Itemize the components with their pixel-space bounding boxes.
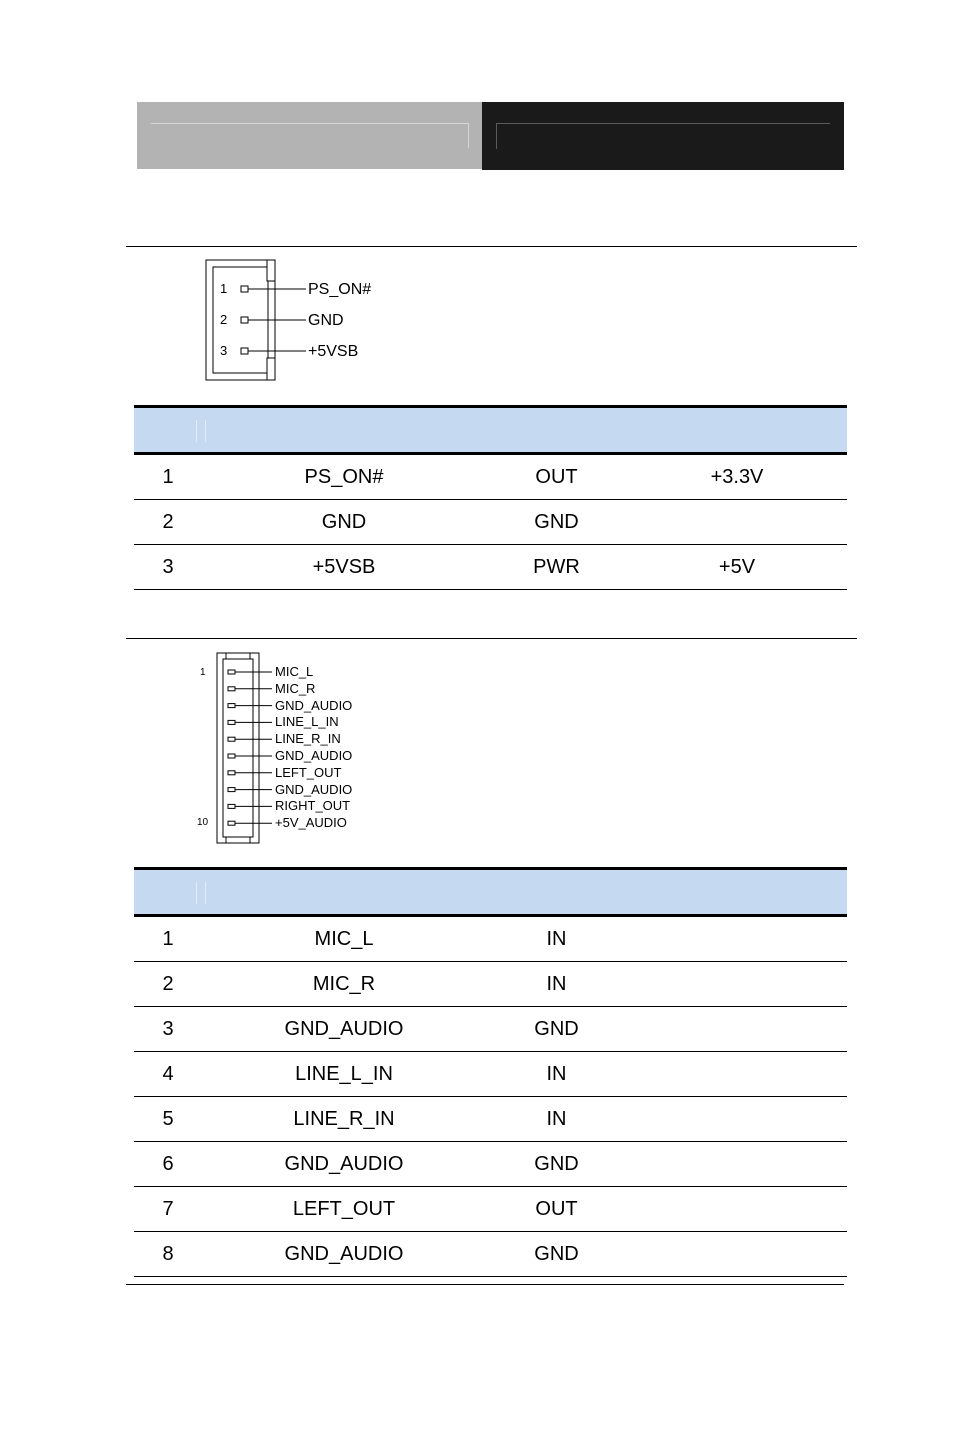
header-banner-right [482,102,844,170]
signal-cell: GND_AUDIO [202,1007,486,1052]
pin-cell: 8 [134,1232,202,1277]
table-header-cell [486,407,627,454]
pin-signal-label: +5VSB [308,343,359,360]
pin-cell: 7 [134,1187,202,1232]
table-row [134,454,847,500]
level-cell [627,500,847,545]
pin-pad [228,821,235,825]
type-cell: OUT [486,1187,627,1232]
table-header-cell [202,869,486,916]
table-row [134,962,847,1007]
pin-number-label: 2 [220,312,228,327]
signal-cell: LINE_L_IN [202,1052,486,1097]
pin-cell: 2 [134,962,202,1007]
footer-divider [126,1284,844,1285]
table-row [134,1097,847,1142]
pin-cell: 5 [134,1097,202,1142]
pin-pad [228,754,235,758]
pin-pad [228,687,235,691]
signal-cell: LEFT_OUT [202,1187,486,1232]
table-row [134,1187,847,1232]
pin-signal-label: GND_AUDIO [275,748,353,763]
level-cell [627,1142,847,1187]
signal-cell: +5VSB [202,545,486,590]
level-cell [627,962,847,1007]
table-row [134,1142,847,1187]
type-cell: GND [486,1142,627,1187]
table-row [134,1052,847,1097]
table-row [134,545,847,590]
pin-signal-label: GND_AUDIO [275,781,353,797]
table-header-row [134,869,847,916]
pin-number-label: 1 [200,667,206,678]
table-header-cell [202,407,486,454]
pin-signal-label: MIC_L [275,664,314,679]
type-cell: GND [486,500,627,545]
signal-cell: GND_AUDIO [202,1232,486,1277]
pin-pad [228,804,235,808]
pin-signal-label: GND [308,312,344,329]
pin-cell: 3 [134,1007,202,1052]
table-row [134,500,847,545]
type-cell: IN [486,1097,627,1142]
pin-signal-label: GND_AUDIO [275,697,353,713]
pin-cell: 1 [134,916,202,962]
level-cell [627,1232,847,1277]
table-row [134,1007,847,1052]
pin-signal-label: LINE_L_IN [275,714,339,730]
type-cell: OUT [486,454,627,500]
pin-signal-label: PS_ON# [308,281,372,298]
section-divider [126,246,857,247]
pin-pad [228,670,235,674]
table-header-cell [486,869,627,916]
type-cell: GND [486,1007,627,1052]
type-cell: IN [486,1052,627,1097]
pin-signal-label: LINE_R_IN [275,731,341,747]
type-cell: IN [486,962,627,1007]
signal-cell: GND_AUDIO [202,1142,486,1187]
table-row [134,1232,847,1277]
section-divider [126,638,857,639]
table-header-cell [627,407,847,454]
pin-number-label: 10 [197,817,209,828]
pin-pad [228,771,235,775]
pin-cell: 2 [134,500,202,545]
pin-definition-table-1 [134,405,847,590]
table-header-row [134,407,847,454]
pin-signal-label: +5V_AUDIO [275,815,347,831]
type-cell: GND [486,1232,627,1277]
pin-number-label: 3 [220,343,228,358]
level-cell: +3.3V [627,454,847,500]
table-header-cell [627,869,847,916]
connector-outline-3pin [200,255,320,385]
level-cell: +5V [627,545,847,590]
pin-cell: 3 [134,545,202,590]
type-cell: IN [486,916,627,962]
level-cell [627,1052,847,1097]
pin-pad [228,737,235,741]
signal-cell: PS_ON# [202,454,486,500]
level-cell [627,1097,847,1142]
type-cell: PWR [486,545,627,590]
pin-cell: 6 [134,1142,202,1187]
level-cell [627,1007,847,1052]
header-banner-left [137,102,483,169]
pin-signal-label: LEFT_OUT [275,764,342,780]
signal-cell: LINE_R_IN [202,1097,486,1142]
pin-number-label: 1 [220,281,228,296]
table-header-cell [134,869,202,916]
pin-pad [228,720,235,724]
pin-definition-table-2 [134,867,847,1277]
pin-signal-label: RIGHT_OUT [275,798,351,814]
pin-pad [228,788,235,792]
pin-signal-label: MIC_R [275,680,316,696]
level-cell [627,1187,847,1232]
pin-cell: 1 [134,454,202,500]
table-header-cell [134,407,202,454]
signal-cell: GND [202,500,486,545]
connector-outline-10pin [212,650,272,850]
table-row [134,916,847,962]
level-cell [627,916,847,962]
pin-pad [228,704,235,708]
signal-cell: MIC_L [202,916,486,962]
signal-cell: MIC_R [202,962,486,1007]
pin-cell: 4 [134,1052,202,1097]
